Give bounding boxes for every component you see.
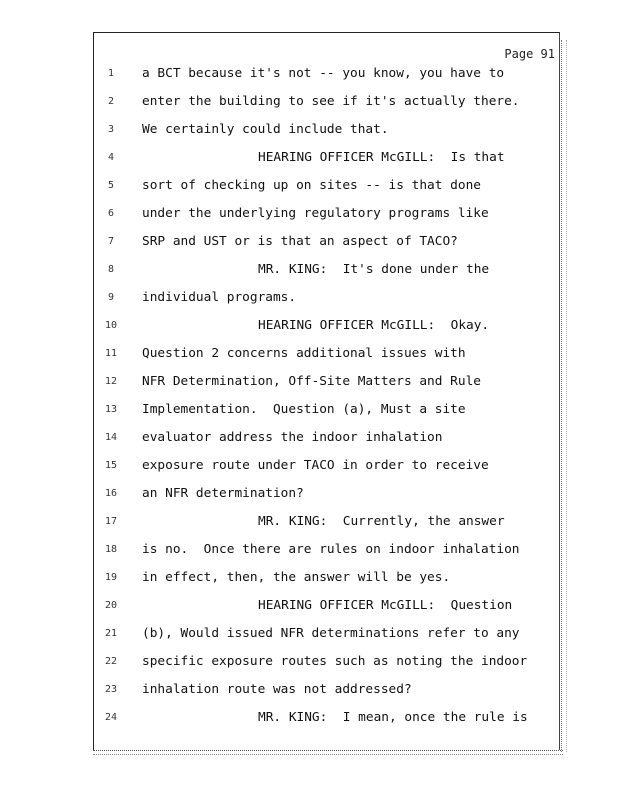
line-number: 19 xyxy=(104,572,118,583)
line-number: 18 xyxy=(104,544,118,555)
transcript-line xyxy=(0,596,560,616)
transcript-line xyxy=(0,148,560,168)
line-text: under the underlying regulatory programs like xyxy=(142,206,489,221)
line-number: 2 xyxy=(107,96,115,107)
transcript-line xyxy=(0,540,560,560)
line-number: 12 xyxy=(104,376,118,387)
transcript-line xyxy=(0,484,560,504)
transcript-line xyxy=(0,400,560,420)
line-text: Question 2 concerns additional issues with xyxy=(142,346,466,361)
line-text: evaluator address the indoor inhalation xyxy=(142,430,443,445)
line-text: sort of checking up on sites -- is that done xyxy=(142,178,481,193)
transcript-line xyxy=(0,624,560,644)
transcript-line xyxy=(0,92,560,112)
line-text: a BCT because it's not -- you know, you have to xyxy=(142,66,505,81)
line-text: enter the building to see if it's actually there. xyxy=(142,94,520,109)
line-text: individual programs. xyxy=(142,290,297,305)
transcript-line xyxy=(0,316,560,336)
page-number: Page 91 xyxy=(504,47,555,61)
transcript-line xyxy=(0,288,560,308)
page-bottom-edge xyxy=(93,750,563,755)
line-number: 17 xyxy=(104,516,118,527)
transcript-line xyxy=(0,260,560,280)
line-number: 8 xyxy=(107,264,115,275)
line-number: 1 xyxy=(107,68,115,79)
line-number: 20 xyxy=(104,600,118,611)
transcript-line xyxy=(0,456,560,476)
line-text: SRP and UST or is that an aspect of TACO? xyxy=(142,234,458,249)
line-number: 16 xyxy=(104,488,118,499)
line-text: MR. KING: I mean, once the rule is xyxy=(258,710,528,725)
line-number: 21 xyxy=(104,628,118,639)
line-number: 5 xyxy=(107,180,115,191)
transcript-line xyxy=(0,344,560,364)
transcript-line xyxy=(0,708,560,728)
line-number: 3 xyxy=(107,124,115,135)
line-number: 23 xyxy=(104,684,118,695)
line-text: NFR Determination, Off-Site Matters and Rule xyxy=(142,374,481,389)
transcript-line xyxy=(0,652,560,672)
transcript-line xyxy=(0,176,560,196)
transcript-line xyxy=(0,680,560,700)
line-number: 13 xyxy=(104,404,118,415)
transcript-line xyxy=(0,232,560,252)
line-text: (b), Would issued NFR determinations refer to any xyxy=(142,626,520,641)
line-number: 14 xyxy=(104,432,118,443)
line-text: MR. KING: Currently, the answer xyxy=(258,514,505,529)
line-number: 9 xyxy=(107,292,115,303)
transcript-line xyxy=(0,64,560,84)
transcript-line xyxy=(0,568,560,588)
line-number: 22 xyxy=(104,656,118,667)
line-text: HEARING OFFICER McGILL: Question xyxy=(258,598,513,613)
line-number: 10 xyxy=(104,320,118,331)
line-text: inhalation route was not addressed? xyxy=(142,682,412,697)
line-number: 6 xyxy=(107,208,115,219)
line-text: is no. Once there are rules on indoor inhalation xyxy=(142,542,520,557)
line-text: an NFR determination? xyxy=(142,486,304,501)
line-text: HEARING OFFICER McGILL: Okay. xyxy=(258,318,490,333)
line-number: 11 xyxy=(104,348,118,359)
line-text: in effect, then, the answer will be yes. xyxy=(142,570,451,585)
transcript-line xyxy=(0,428,560,448)
line-number: 4 xyxy=(107,152,115,163)
transcript-line xyxy=(0,204,560,224)
line-text: Implementation. Question (a), Must a site xyxy=(142,402,466,417)
line-number: 7 xyxy=(107,236,115,247)
page-right-edge xyxy=(561,40,567,752)
line-text: specific exposure routes such as noting the indoor xyxy=(142,654,528,669)
line-text: We certainly could include that. xyxy=(142,122,389,137)
line-number: 15 xyxy=(104,460,118,471)
transcript-line xyxy=(0,120,560,140)
line-text: HEARING OFFICER McGILL: Is that xyxy=(258,150,505,165)
transcript-line xyxy=(0,512,560,532)
line-text: MR. KING: It's done under the xyxy=(258,262,490,277)
line-number: 24 xyxy=(104,712,118,723)
transcript-line xyxy=(0,372,560,392)
line-text: exposure route under TACO in order to receive xyxy=(142,458,489,473)
